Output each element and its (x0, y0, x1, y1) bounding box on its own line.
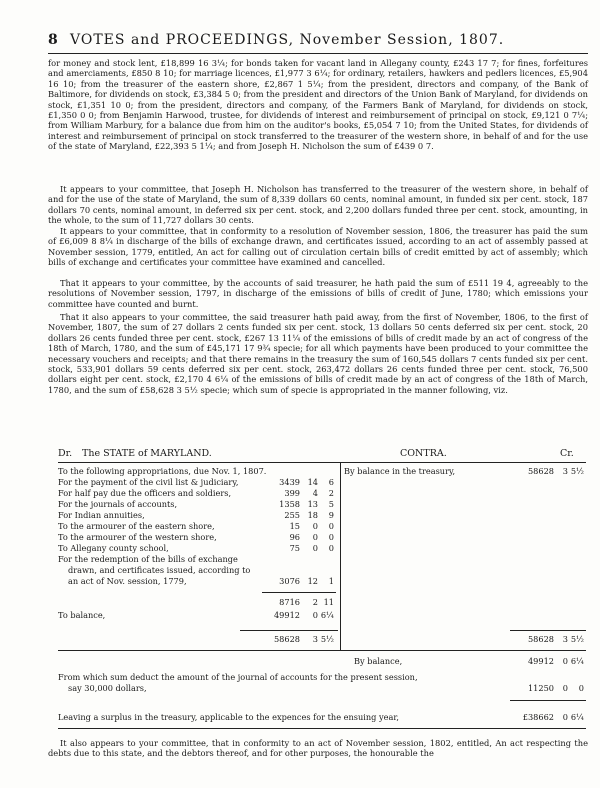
bills-exchange-paragraph: It appears to your committee, that in conformity to a resolution of November session, 1806, the treasurer has paid the sum of £6,009 8 8¼ in discharge of the bills of exchange drawn, and certificates issued, according to an act of assembly passed at November session, 1779, entitled, An act for calling out of circulation certain bills of credit emitted by act of assembly; which bills of exchange and certificates your committee have examined and cancelled. (48, 226, 588, 268)
shillings: 3 (312, 634, 318, 644)
debit-row (58, 477, 338, 488)
ledger-center-rule (340, 462, 341, 650)
pence: 6¼ (570, 656, 584, 666)
shillings: 12 (307, 576, 318, 586)
credit-total-row (344, 634, 586, 645)
pence: 5½ (570, 466, 584, 476)
shillings: 14 (307, 477, 318, 487)
debit-row (58, 554, 338, 565)
debit-row-label: To the armourer of the western shore, (58, 532, 217, 542)
debit-row (58, 510, 338, 521)
surplus-label: Leaving a surplus in the treasury, applicable to the expences for the ensuing year, (58, 712, 399, 722)
closing-paragraph: It also appears to your committee, that in conformity to an act of November session, 1802, entitled, An act respecting the debts due to this state, and the debtors thereof, and for other purposes, the honourable the (48, 738, 588, 759)
subtotal-rule (262, 592, 336, 593)
pounds: 58628 (527, 634, 554, 644)
debit-row-label: For the journals of accounts, (58, 499, 178, 509)
deduct-label-row (58, 672, 498, 683)
debit-row-label: an act of Nov. session, 1779, (68, 576, 187, 586)
shillings: 3 (562, 466, 568, 476)
shillings: 0 (312, 610, 318, 620)
shillings: 0 (562, 712, 568, 722)
shillings: 0 (562, 656, 568, 666)
pounds: 1358 (279, 499, 300, 509)
debit-row-label: To Allegany county school, (58, 543, 169, 553)
pounds: 8716 (279, 597, 300, 607)
cr-label: Cr. (560, 448, 574, 459)
pounds: £38662 (522, 712, 554, 722)
shillings: 0 (562, 683, 568, 693)
ledger-bottom-rule (58, 650, 586, 651)
pence: 0 (328, 521, 334, 531)
shillings: 13 (307, 499, 318, 509)
pounds: 49912 (273, 610, 300, 620)
header-rule (48, 53, 588, 54)
by-balance-amount (344, 656, 586, 667)
ledger-heading (58, 448, 586, 462)
shillings: 3 (562, 634, 568, 644)
state-label: The STATE of MARYLAND. (82, 448, 212, 459)
pence: 2 (328, 488, 334, 498)
pence: 0 (328, 543, 334, 553)
credit-row-label: By balance in the treasury, (344, 466, 456, 476)
shillings: 0 (312, 532, 318, 542)
debit-total-row (58, 634, 338, 645)
to-balance-label: To balance, (58, 610, 106, 620)
shillings: 18 (307, 510, 318, 520)
surplus-rule (510, 700, 586, 701)
debit-row-label: drawn, and certificates issued, according to (68, 565, 251, 575)
dr-label: Dr. (58, 448, 73, 459)
deduct-label-2: say 30,000 dollars, (68, 683, 147, 693)
pounds: 96 (289, 532, 300, 542)
debit-row (58, 532, 338, 543)
pounds: 11250 (527, 683, 554, 693)
credit-total-rule (510, 630, 586, 631)
debit-row-label: To the armourer of the eastern shore, (58, 521, 215, 531)
pounds: 255 (284, 510, 300, 520)
pence: 9 (328, 510, 334, 520)
shillings: 0 (312, 543, 318, 553)
debit-row-label: To the following appropriations, due Nov. 1, 1807. (58, 466, 267, 476)
shillings: 4 (312, 488, 318, 498)
debit-row (58, 543, 338, 554)
pence: 5½ (320, 634, 334, 644)
debit-row (58, 521, 338, 532)
pounds: 15 (289, 521, 300, 531)
deduct-amount (344, 683, 586, 694)
payments-paragraph: That it also appears to your committee, the said treasurer hath paid away, from the first of November, 1806, to the first of November, 1807, the sum of 27 dollars 2 cents funded six per cent. stock, 13 dollars 50 cents deferred six per cent. stock, 20 dollars 26 cents funded three per cent. stock, £267 13 11¼ of the emissions of bills of credit made by an act of congress of the 18th of March, 1780, and the sum of £45,171 17 9¾ specie; for all which payments have been produced to your committee the necessary vouchers and receipts; and that there remains in the treasury the sum of 160,545 dollars 7 cents funded six per cent. stock, 533,901 dollars 59 cents deferred six per cent. stock, 263,472 dollars 26 cents funded three per cent. stock, 76,500 dollars eight per cent. stock, £2,170 4 6¼ of the emissions of bills of credit made by an act of congress of the 18th of March, 1780, and the sum of £58,628 3 5½ specie; which sum of specie is appropriated in the manner following, viz. (48, 312, 588, 395)
debit-row-label: For the payment of the civil list & judiciary, (58, 477, 239, 487)
nicholson-paragraph: It appears to your committee, that Joseph H. Nicholson has transferred to the treasurer of the western shore, in behalf of and for the use of the state of Maryland, the sum of 8,339 dollars 60 cents, nominal amount, in funded six per cent. stock, 187 dollars 70 cents, nominal amount, in deferred six per cent. stock, and 2,200 dollars funded three per cent. stock, amounting, in the whole, to the sum of 11,727 dollars 30 cents. (48, 184, 588, 226)
page-number: 8 (48, 32, 59, 48)
emissions-paragraph: That it appears to your committee, by the accounts of said treasurer, he hath paid the sum of £511 19 4, agreeably to the resolutions of November session, 1797, in discharge of the emissions of bills of credit of June, 1780; which emissions your committee have counted and burnt. (48, 278, 588, 309)
pence: 0 (328, 532, 334, 542)
credit-row (344, 466, 586, 477)
debit-row (58, 488, 338, 499)
debit-row (58, 576, 338, 587)
pounds: 75 (289, 543, 300, 553)
deduct-label: From which sum deduct the amount of the journal of accounts for the present session, (58, 672, 418, 682)
page-title: VOTES and PROCEEDINGS, November Session, 1807. (70, 32, 505, 48)
debit-total-rule (240, 630, 338, 631)
pounds: 58628 (527, 466, 554, 476)
pence: 5½ (570, 634, 584, 644)
receipts-paragraph: for money and stock lent, £18,899 16 3¼; for bonds taken for vacant land in Allegany county, £243 17 7; for fines, forfeitures and amerciaments, £850 8 10; for marriage licences, £1,977 3 6¼; for ordinary, retailers, hawkers and pedlers licences, £5,904 16 10; from the treasurer of the eastern shore, £2,867 1 5¼; from the president, directors and company, of the Bank of Baltimore, for dividends on stock, £3,384 5 0; from the president and directors of the Union Bank of Maryland, for dividends on stock, £1,351 10 0; from the president, directors and company, of the Farmers Bank of Maryland, for dividends on stock, £1,350 0 0; from Benjamin Harwood, trustee, for dividends of interest and reimbursement of principal on stock, £9,121 0 7¼; from William Marbury, for a balance due from him on the auditor's books, £5,054 7 10; from the United States, for dividends of interest and reimbursement of principal on stock transferred to the treasurer of the western shore, in behalf of and for the use of the state of Maryland, £22,393 5 1¼; and from Joseph H. Nicholson the sum of £439 0 7. (48, 58, 588, 152)
contra-label: CONTRA. (400, 448, 447, 459)
pence: 1 (328, 576, 334, 586)
by-balance-label: By balance, (354, 656, 403, 666)
shillings: 0 (312, 521, 318, 531)
debit-row (68, 565, 338, 576)
pounds: 3076 (279, 576, 300, 586)
pence: 6¼ (320, 610, 334, 620)
debit-row-label: For the redemption of the bills of exchange (58, 554, 238, 564)
deduct-label-row-2 (68, 683, 368, 694)
page-header (48, 32, 588, 52)
debit-row-label: For half pay due the officers and soldiers, (58, 488, 232, 498)
ledger-top-rule (58, 462, 586, 463)
pounds: 3439 (279, 477, 300, 487)
pence: 6¼ (570, 712, 584, 722)
pence: 5 (328, 499, 334, 509)
debit-subtotal-row (58, 597, 338, 608)
pence: 11 (323, 597, 334, 607)
surplus-amount (344, 712, 586, 723)
pence: 6 (328, 477, 334, 487)
debit-row (58, 499, 338, 510)
pence: 0 (578, 683, 584, 693)
shillings: 2 (312, 597, 318, 607)
debit-row (58, 466, 338, 477)
to-balance-row (58, 610, 338, 621)
pounds: 49912 (527, 656, 554, 666)
debit-row-label: For Indian annuities, (58, 510, 145, 520)
pounds: 58628 (273, 634, 300, 644)
pounds: 399 (284, 488, 300, 498)
ledger-end-rule (58, 728, 586, 729)
